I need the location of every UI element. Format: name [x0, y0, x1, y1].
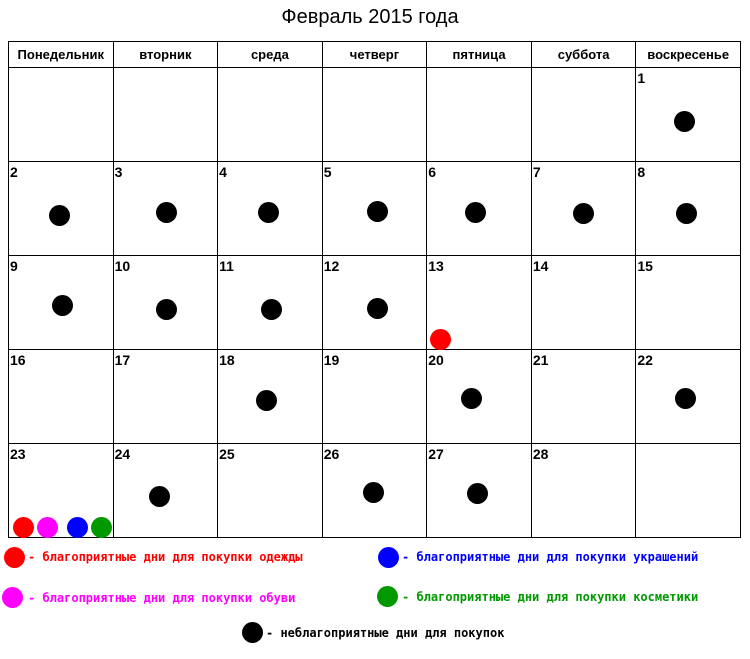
day-cell — [218, 162, 323, 256]
week-row — [9, 444, 741, 538]
marker-dot-clothes — [430, 329, 451, 350]
legend-dot-cosmetics — [377, 586, 398, 607]
empty-cell — [427, 68, 532, 162]
day-number: 3 — [114, 164, 123, 180]
weekday-header: среда — [218, 42, 323, 68]
day-number: 1 — [637, 70, 646, 86]
day-cell — [531, 256, 636, 350]
marker-dot-shoes — [37, 517, 58, 538]
day-number: 17 — [114, 352, 131, 368]
day-number: 22 — [637, 352, 653, 368]
empty-cell — [218, 68, 323, 162]
day-number: 6 — [428, 164, 437, 180]
day-number: 7 — [532, 164, 541, 180]
day-cell — [113, 350, 218, 444]
day-cell — [427, 256, 532, 350]
day-cell — [9, 350, 114, 444]
day-number: 28 — [532, 446, 549, 462]
marker-dot-unfavorable — [675, 388, 696, 409]
day-cell — [427, 444, 532, 538]
day-cell — [531, 350, 636, 444]
day-number: 19 — [323, 352, 340, 368]
legend-label-shoes: - благоприятные дни для покупки обуви — [28, 591, 296, 605]
empty-cell — [113, 68, 218, 162]
legend-label-jewelry: - благоприятные дни для покупки украшений — [402, 550, 699, 564]
legend-dot-shoes — [2, 587, 23, 608]
day-cell — [322, 350, 427, 444]
marker-dot-unfavorable — [156, 299, 177, 320]
day-cell — [322, 162, 427, 256]
day-cell — [427, 350, 532, 444]
legend-dot-jewelry — [378, 547, 399, 568]
day-cell — [636, 350, 741, 444]
empty-cell — [531, 68, 636, 162]
weekday-header: воскресенье — [636, 42, 741, 68]
day-cell — [218, 444, 323, 538]
legend-label-cosmetics: - благоприятные дни для покупки косметики — [402, 590, 699, 604]
marker-dot-unfavorable — [367, 201, 388, 222]
day-number: 9 — [10, 258, 18, 274]
day-number: 23 — [10, 446, 26, 462]
day-number: 2 — [10, 164, 18, 180]
marker-dot-unfavorable — [256, 390, 277, 411]
marker-dot-unfavorable — [367, 298, 388, 319]
day-cell — [113, 162, 218, 256]
weekday-header: пятница — [427, 42, 532, 68]
day-number: 25 — [219, 446, 235, 462]
week-row — [9, 256, 741, 350]
empty-cell — [636, 444, 741, 538]
day-cell — [9, 162, 114, 256]
marker-dot-cosmetics — [91, 517, 112, 538]
day-number: 18 — [219, 352, 235, 368]
day-number: 11 — [219, 258, 234, 274]
marker-dot-unfavorable — [674, 111, 695, 132]
week-row — [9, 350, 741, 444]
marker-dot-unfavorable — [49, 205, 70, 226]
day-number: 21 — [532, 352, 549, 368]
marker-dot-unfavorable — [149, 486, 170, 507]
legend-dot-clothes — [4, 547, 25, 568]
day-number: 26 — [323, 446, 340, 462]
day-number: 12 — [323, 258, 340, 274]
marker-dot-unfavorable — [363, 482, 384, 503]
day-cell — [427, 162, 532, 256]
day-number: 20 — [428, 352, 444, 368]
day-cell — [636, 162, 741, 256]
marker-dot-unfavorable — [261, 299, 282, 320]
marker-dot-unfavorable — [52, 295, 73, 316]
weekday-header: Понедельник — [9, 42, 114, 68]
day-number: 14 — [532, 258, 549, 274]
calendar-grid — [8, 41, 741, 538]
weekday-header: суббота — [531, 42, 636, 68]
day-number: 8 — [637, 164, 646, 180]
legend-dot-unfavorable — [242, 622, 263, 643]
day-number: 5 — [323, 164, 332, 180]
day-cell — [322, 444, 427, 538]
day-cell — [322, 256, 427, 350]
day-number: 4 — [219, 164, 227, 180]
weekday-header-row — [9, 42, 741, 68]
marker-dot-unfavorable — [258, 202, 279, 223]
marker-dot-unfavorable — [156, 202, 177, 223]
day-cell — [531, 444, 636, 538]
day-cell — [636, 68, 741, 162]
calendar-title: Февраль 2015 года — [281, 6, 459, 28]
day-number: 16 — [10, 352, 26, 368]
marker-dot-jewelry — [67, 517, 88, 538]
day-cell — [218, 350, 323, 444]
marker-dot-unfavorable — [676, 203, 697, 224]
empty-cell — [322, 68, 427, 162]
day-cell — [218, 256, 323, 350]
day-cell — [9, 256, 114, 350]
day-cell — [113, 444, 218, 538]
day-number: 10 — [114, 258, 131, 274]
day-cell — [113, 256, 218, 350]
day-number: 27 — [428, 446, 444, 462]
day-cell — [636, 256, 741, 350]
weekday-header: четверг — [322, 42, 427, 68]
legend-label-clothes: - благоприятные дни для покупки одежды — [28, 550, 303, 564]
marker-dot-unfavorable — [467, 483, 488, 504]
week-row — [9, 68, 741, 162]
day-number: 13 — [428, 258, 444, 274]
day-number: 15 — [637, 258, 653, 274]
day-number: 24 — [114, 446, 131, 462]
weekday-header: вторник — [113, 42, 218, 68]
empty-cell — [9, 68, 114, 162]
legend-label-unfavorable: - неблагоприятные дни для покупок — [266, 626, 505, 640]
day-cell — [531, 162, 636, 256]
day-cell — [9, 444, 114, 538]
marker-dot-unfavorable — [573, 203, 594, 224]
marker-dot-unfavorable — [461, 388, 482, 409]
marker-dot-clothes — [13, 517, 34, 538]
week-row — [9, 162, 741, 256]
marker-dot-unfavorable — [465, 202, 486, 223]
